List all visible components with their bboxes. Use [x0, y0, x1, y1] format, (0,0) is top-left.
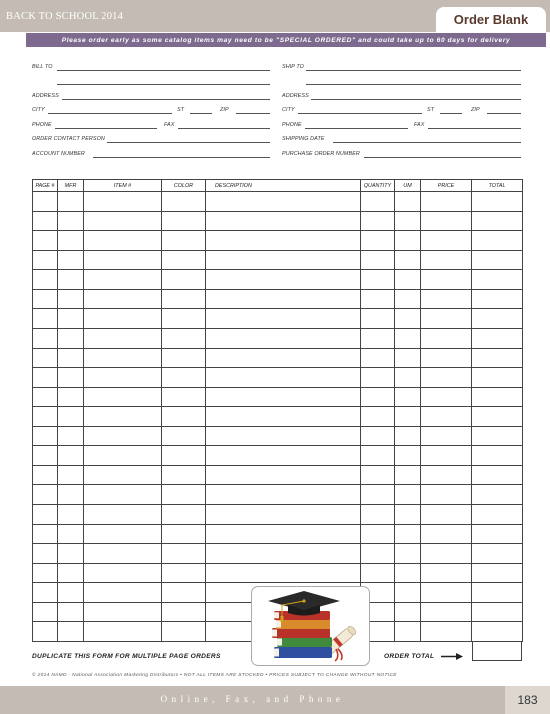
ship-address-line[interactable]	[311, 99, 521, 100]
table-cell[interactable]	[421, 231, 472, 251]
table-cell[interactable]	[58, 426, 84, 446]
table-cell[interactable]	[58, 250, 84, 270]
table-row	[33, 407, 523, 427]
table-cell[interactable]	[84, 426, 162, 446]
table-row	[33, 309, 523, 329]
ship-phone-line[interactable]	[305, 128, 408, 129]
table-cell[interactable]	[421, 289, 472, 309]
table-cell[interactable]	[472, 446, 523, 466]
table-cell[interactable]	[84, 622, 162, 642]
table-cell[interactable]	[206, 465, 361, 485]
table-cell[interactable]	[33, 563, 58, 583]
table-cell[interactable]	[421, 192, 472, 212]
table-cell[interactable]	[395, 328, 421, 348]
table-cell[interactable]	[84, 387, 162, 407]
table-cell[interactable]	[58, 524, 84, 544]
table-cell[interactable]	[162, 485, 206, 505]
ship-to-label: SHIP TO	[282, 64, 304, 70]
table-cell[interactable]	[84, 270, 162, 290]
table-cell[interactable]	[162, 602, 206, 622]
table-cell[interactable]	[84, 231, 162, 251]
bill-zip-label: ZIP	[220, 107, 229, 113]
table-cell[interactable]	[361, 446, 395, 466]
table-cell[interactable]	[472, 524, 523, 544]
table-cell[interactable]	[58, 407, 84, 427]
table-cell[interactable]	[33, 270, 58, 290]
table-cell[interactable]	[395, 309, 421, 329]
table-cell[interactable]	[421, 622, 472, 642]
table-cell[interactable]	[206, 250, 361, 270]
table-cell[interactable]	[58, 348, 84, 368]
table-cell[interactable]	[395, 622, 421, 642]
table-cell[interactable]	[395, 192, 421, 212]
table-cell[interactable]	[472, 309, 523, 329]
table-cell[interactable]	[472, 426, 523, 446]
table-cell[interactable]	[361, 328, 395, 348]
table-cell[interactable]	[421, 368, 472, 388]
table-cell[interactable]	[33, 505, 58, 525]
bill-st-line[interactable]	[190, 113, 212, 114]
table-cell[interactable]	[33, 524, 58, 544]
ship-fax-line[interactable]	[428, 128, 521, 129]
table-cell[interactable]	[206, 348, 361, 368]
table-cell[interactable]	[421, 505, 472, 525]
table-cell[interactable]	[58, 446, 84, 466]
table-row	[33, 446, 523, 466]
table-row	[33, 524, 523, 544]
table-cell[interactable]	[472, 328, 523, 348]
table-cell[interactable]	[472, 231, 523, 251]
bottom-band	[0, 686, 550, 714]
table-cell[interactable]	[361, 524, 395, 544]
table-cell[interactable]	[395, 446, 421, 466]
table-cell[interactable]	[84, 250, 162, 270]
table-row	[33, 231, 523, 251]
table-cell[interactable]	[395, 348, 421, 368]
graduation-graphic	[251, 586, 370, 666]
table-cell[interactable]	[395, 387, 421, 407]
table-cell[interactable]	[361, 505, 395, 525]
channels-text: Online, Fax, and Phone	[160, 694, 345, 704]
col-um: UM	[395, 180, 421, 192]
table-row	[33, 211, 523, 231]
graduation-books-diploma-icon	[252, 587, 370, 666]
table-cell[interactable]	[395, 407, 421, 427]
table-cell[interactable]	[162, 387, 206, 407]
col-quantity: QUANTITY	[361, 180, 395, 192]
table-cell[interactable]	[361, 407, 395, 427]
bill-city-label: CITY	[32, 107, 45, 113]
table-cell[interactable]	[472, 583, 523, 603]
table-cell[interactable]	[472, 622, 523, 642]
table-cell[interactable]	[162, 348, 206, 368]
table-cell[interactable]	[58, 289, 84, 309]
table-cell[interactable]	[361, 231, 395, 251]
table-row	[33, 544, 523, 564]
table-cell[interactable]	[33, 211, 58, 231]
table-cell[interactable]	[395, 485, 421, 505]
table-cell[interactable]	[58, 387, 84, 407]
table-cell[interactable]	[361, 192, 395, 212]
table-row	[33, 289, 523, 309]
table-cell[interactable]	[206, 270, 361, 290]
table-cell[interactable]	[472, 348, 523, 368]
table-cell[interactable]	[84, 583, 162, 603]
table-cell[interactable]	[472, 505, 523, 525]
table-cell[interactable]	[162, 328, 206, 348]
table-cell[interactable]	[84, 368, 162, 388]
bill-fax-line[interactable]	[178, 128, 270, 129]
table-cell[interactable]	[33, 426, 58, 446]
purchase-order-label: PURCHASE ORDER NUMBER	[282, 151, 360, 157]
table-cell[interactable]	[84, 465, 162, 485]
table-cell[interactable]	[206, 407, 361, 427]
table-cell[interactable]	[84, 563, 162, 583]
table-cell[interactable]	[206, 426, 361, 446]
table-cell[interactable]	[472, 250, 523, 270]
table-cell[interactable]	[33, 387, 58, 407]
table-cell[interactable]	[58, 505, 84, 525]
table-cell[interactable]	[395, 211, 421, 231]
table-cell[interactable]	[472, 544, 523, 564]
table-cell[interactable]	[206, 563, 361, 583]
bill-to-label: BILL TO	[32, 64, 53, 70]
contact-person-label: ORDER CONTACT PERSON	[32, 136, 105, 142]
col-page: PAGE #	[33, 180, 58, 192]
table-cell[interactable]	[395, 544, 421, 564]
table-cell[interactable]	[395, 465, 421, 485]
table-cell[interactable]	[421, 583, 472, 603]
table-row	[33, 368, 523, 388]
table-cell[interactable]	[361, 211, 395, 231]
table-cell[interactable]	[472, 465, 523, 485]
page-title: Order Blank	[453, 12, 529, 27]
table-cell[interactable]	[33, 250, 58, 270]
table-row	[33, 348, 523, 368]
col-mfr: MFR	[58, 180, 84, 192]
table-cell[interactable]	[162, 465, 206, 485]
table-cell[interactable]	[84, 348, 162, 368]
table-cell[interactable]	[84, 309, 162, 329]
table-cell[interactable]	[84, 328, 162, 348]
table-cell[interactable]	[361, 563, 395, 583]
account-number-line[interactable]	[93, 157, 270, 158]
table-cell[interactable]	[395, 289, 421, 309]
series-title: BACK TO SCHOOL 2014	[6, 11, 124, 22]
page-number: 183	[517, 693, 538, 707]
table-cell[interactable]	[33, 231, 58, 251]
bill-zip-line[interactable]	[236, 113, 270, 114]
table-cell[interactable]	[84, 446, 162, 466]
table-cell[interactable]	[206, 231, 361, 251]
table-cell[interactable]	[361, 387, 395, 407]
table-cell[interactable]	[395, 505, 421, 525]
duplicate-note: DUPLICATE THIS FORM FOR MULTIPLE PAGE ORDERS	[32, 653, 221, 660]
table-cell[interactable]	[84, 485, 162, 505]
table-cell[interactable]	[33, 192, 58, 212]
table-cell[interactable]	[162, 407, 206, 427]
table-cell[interactable]	[58, 270, 84, 290]
ship-address-label: ADDRESS	[282, 93, 309, 99]
table-cell[interactable]	[395, 231, 421, 251]
table-cell[interactable]	[421, 485, 472, 505]
table-cell[interactable]	[162, 622, 206, 642]
table-cell[interactable]	[162, 250, 206, 270]
ship-city-line[interactable]	[298, 113, 422, 114]
ship-fax-label: FAX	[414, 122, 425, 128]
table-cell[interactable]	[33, 289, 58, 309]
table-cell[interactable]	[421, 328, 472, 348]
table-cell[interactable]	[472, 368, 523, 388]
table-cell[interactable]	[421, 309, 472, 329]
table-cell[interactable]	[58, 485, 84, 505]
table-cell[interactable]	[33, 485, 58, 505]
table-row	[33, 270, 523, 290]
table-cell[interactable]	[421, 211, 472, 231]
table-cell[interactable]	[472, 485, 523, 505]
order-table	[32, 179, 523, 642]
table-cell[interactable]	[472, 270, 523, 290]
table-cell[interactable]	[33, 407, 58, 427]
table-row	[33, 328, 523, 348]
ship-zip-line[interactable]	[487, 113, 521, 114]
ship-to-line[interactable]	[306, 70, 521, 71]
ship-to-line-2[interactable]	[306, 84, 521, 85]
table-cell[interactable]	[395, 426, 421, 446]
table-cell[interactable]	[421, 465, 472, 485]
table-cell[interactable]	[162, 583, 206, 603]
bill-st-label: ST	[177, 107, 185, 113]
table-cell[interactable]	[361, 368, 395, 388]
ship-phone-label: PHONE	[282, 122, 302, 128]
table-cell[interactable]	[472, 387, 523, 407]
table-cell[interactable]	[58, 192, 84, 212]
bill-address-label: ADDRESS	[32, 93, 59, 99]
table-cell[interactable]	[361, 426, 395, 446]
order-total-label: ORDER TOTAL	[384, 653, 435, 660]
notice-bar	[26, 33, 546, 47]
table-cell[interactable]	[421, 387, 472, 407]
table-cell[interactable]	[206, 485, 361, 505]
table-cell[interactable]	[33, 348, 58, 368]
bill-fax-label: FAX	[164, 122, 175, 128]
table-cell[interactable]	[395, 368, 421, 388]
table-cell[interactable]	[58, 309, 84, 329]
table-cell[interactable]	[395, 524, 421, 544]
table-cell[interactable]	[472, 192, 523, 212]
table-cell[interactable]	[58, 211, 84, 231]
table-cell[interactable]	[58, 231, 84, 251]
table-cell[interactable]	[472, 407, 523, 427]
table-cell[interactable]	[58, 368, 84, 388]
col-price: PRICE	[421, 180, 472, 192]
table-row	[33, 505, 523, 525]
table-cell[interactable]	[421, 348, 472, 368]
table-cell[interactable]	[206, 211, 361, 231]
title-tab	[436, 7, 546, 32]
table-cell[interactable]	[162, 211, 206, 231]
arrow-right-icon	[441, 652, 463, 661]
table-cell[interactable]	[162, 289, 206, 309]
table-cell[interactable]	[206, 309, 361, 329]
ship-st-label: ST	[427, 107, 435, 113]
table-cell[interactable]	[421, 250, 472, 270]
table-cell[interactable]	[361, 485, 395, 505]
table-cell[interactable]	[206, 289, 361, 309]
table-cell[interactable]	[421, 524, 472, 544]
shipping-date-label: SHIPPING DATE	[282, 136, 325, 142]
table-cell[interactable]	[162, 368, 206, 388]
table-cell[interactable]	[33, 328, 58, 348]
table-cell[interactable]	[33, 544, 58, 564]
table-cell[interactable]	[162, 231, 206, 251]
bill-address-line[interactable]	[62, 99, 270, 100]
table-row	[33, 485, 523, 505]
table-cell[interactable]	[206, 387, 361, 407]
ship-st-line[interactable]	[440, 113, 462, 114]
col-item: ITEM #	[84, 180, 162, 192]
table-cell[interactable]	[84, 544, 162, 564]
table-cell[interactable]	[84, 192, 162, 212]
table-cell[interactable]	[421, 602, 472, 622]
table-cell[interactable]	[472, 289, 523, 309]
table-row	[33, 192, 523, 212]
table-row	[33, 387, 523, 407]
bill-city-line[interactable]	[48, 113, 172, 114]
table-cell[interactable]	[58, 465, 84, 485]
table-cell[interactable]	[421, 270, 472, 290]
bill-phone-label: PHONE	[32, 122, 52, 128]
table-cell[interactable]	[361, 348, 395, 368]
table-cell[interactable]	[84, 211, 162, 231]
table-cell[interactable]	[421, 563, 472, 583]
table-cell[interactable]	[206, 368, 361, 388]
table-cell[interactable]	[84, 602, 162, 622]
account-number-label: ACCOUNT NUMBER	[32, 151, 85, 157]
bill-to-line-2[interactable]	[57, 84, 270, 85]
table-cell[interactable]	[33, 446, 58, 466]
table-cell[interactable]	[58, 544, 84, 564]
table-cell[interactable]	[162, 270, 206, 290]
table-cell[interactable]	[361, 309, 395, 329]
table-cell[interactable]	[206, 328, 361, 348]
table-cell[interactable]	[206, 505, 361, 525]
table-cell[interactable]	[84, 407, 162, 427]
table-cell[interactable]	[162, 446, 206, 466]
notice-text: Please order early as some catalog items may need to be "SPECIAL ORDERED" and could take up to 60 days for delivery	[61, 36, 511, 44]
table-header-row	[33, 180, 523, 192]
table-cell[interactable]	[421, 426, 472, 446]
table-cell[interactable]	[33, 583, 58, 603]
table-cell[interactable]	[395, 270, 421, 290]
table-cell[interactable]	[33, 309, 58, 329]
table-cell[interactable]	[84, 289, 162, 309]
contact-person-line[interactable]	[107, 142, 270, 143]
table-cell[interactable]	[421, 407, 472, 427]
table-row	[33, 250, 523, 270]
table-cell[interactable]	[33, 602, 58, 622]
table-cell[interactable]	[162, 192, 206, 212]
table-cell[interactable]	[33, 368, 58, 388]
table-cell[interactable]	[162, 426, 206, 446]
ship-zip-label: ZIP	[471, 107, 480, 113]
table-cell[interactable]	[162, 563, 206, 583]
table-cell[interactable]	[162, 309, 206, 329]
order-total-field[interactable]	[472, 641, 522, 661]
table-cell[interactable]	[162, 524, 206, 544]
table-cell[interactable]	[58, 563, 84, 583]
col-total: TOTAL	[472, 180, 523, 192]
bill-phone-line[interactable]	[55, 128, 157, 129]
table-cell[interactable]	[472, 602, 523, 622]
table-row	[33, 465, 523, 485]
table-cell[interactable]	[395, 563, 421, 583]
table-cell[interactable]	[421, 446, 472, 466]
purchase-order-line[interactable]	[364, 157, 521, 158]
table-cell[interactable]	[162, 544, 206, 564]
table-row	[33, 426, 523, 446]
header-band	[0, 0, 550, 32]
table-cell[interactable]	[361, 289, 395, 309]
table-cell[interactable]	[58, 583, 84, 603]
table-cell[interactable]	[361, 544, 395, 564]
table-cell[interactable]	[361, 270, 395, 290]
table-cell[interactable]	[395, 602, 421, 622]
table-cell[interactable]	[162, 505, 206, 525]
table-cell[interactable]	[206, 192, 361, 212]
table-cell[interactable]	[395, 583, 421, 603]
copyright-note: © 2014 NAMD - National Association Marketing Distributors • NOT ALL ITEMS ARE STOCKED • PRICES SUBJECT TO CHANGE WITHOUT NOTICE	[32, 673, 397, 678]
table-cell[interactable]	[33, 465, 58, 485]
table-cell[interactable]	[206, 524, 361, 544]
table-cell[interactable]	[421, 544, 472, 564]
table-cell[interactable]	[33, 622, 58, 642]
col-color: COLOR	[162, 180, 206, 192]
table-cell[interactable]	[206, 544, 361, 564]
table-cell[interactable]	[472, 211, 523, 231]
page-number-box	[505, 686, 550, 714]
ship-city-label: CITY	[282, 107, 295, 113]
table-cell[interactable]	[84, 505, 162, 525]
table-cell[interactable]	[58, 602, 84, 622]
table-cell[interactable]	[395, 250, 421, 270]
table-row	[33, 563, 523, 583]
shipping-date-line[interactable]	[333, 142, 521, 143]
bill-to-line[interactable]	[57, 70, 270, 71]
table-cell[interactable]	[472, 563, 523, 583]
table-cell[interactable]	[84, 524, 162, 544]
table-cell[interactable]	[361, 250, 395, 270]
col-description: DESCRIPTION	[206, 180, 361, 192]
table-cell[interactable]	[361, 465, 395, 485]
table-cell[interactable]	[58, 328, 84, 348]
table-cell[interactable]	[206, 446, 361, 466]
table-cell[interactable]	[58, 622, 84, 642]
